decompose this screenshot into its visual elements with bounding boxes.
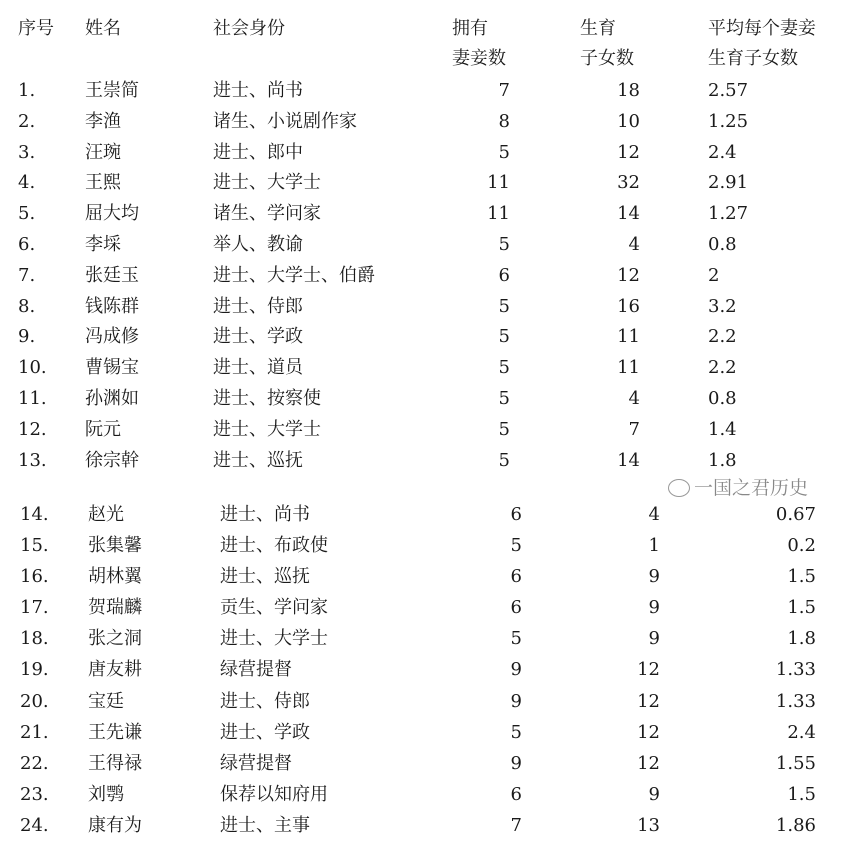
cell-wives: 9 — [510, 659, 522, 681]
cell-children: 32 — [617, 172, 640, 194]
cell-wives: 7 — [498, 80, 510, 101]
cell-children: 4 — [628, 387, 640, 409]
cell-identity: 进士、学政 — [220, 721, 310, 743]
cell-seq: 8. — [18, 295, 36, 317]
header-identity: 社会身份 — [213, 18, 285, 39]
cell-children: 1 — [648, 535, 660, 557]
cell-identity: 进士、道员 — [213, 357, 303, 379]
cell-children: 9 — [648, 783, 660, 805]
header-children-2: 子女数 — [580, 48, 634, 69]
cell-wives: 5 — [498, 449, 510, 471]
cell-identity: 进士、巡抚 — [213, 449, 303, 471]
cell-name: 赵光 — [88, 504, 124, 525]
cell-seq: 1. — [18, 80, 36, 101]
cell-avg: 0.8 — [708, 387, 737, 409]
table-row — [0, 686, 844, 717]
cell-seq: 21. — [20, 721, 49, 743]
cell-seq: 3. — [18, 141, 36, 163]
cell-wives: 5 — [510, 628, 522, 650]
cell-wives: 7 — [510, 814, 522, 836]
cell-children: 9 — [648, 597, 660, 619]
cell-name: 冯成修 — [85, 326, 139, 348]
cell-children: 4 — [628, 233, 640, 255]
cell-children: 9 — [648, 566, 660, 588]
cell-seq: 17. — [20, 597, 49, 619]
header-wives-2: 妻妾数 — [452, 48, 506, 69]
cell-avg: 3.2 — [708, 295, 737, 317]
cell-wives: 5 — [498, 295, 510, 317]
cell-identity: 进士、大学士 — [213, 418, 321, 440]
cell-avg: 1.33 — [775, 690, 816, 712]
table-row — [0, 292, 844, 323]
cell-identity: 进士、布政使 — [220, 535, 328, 557]
cell-avg: 0.2 — [787, 535, 816, 557]
cell-name: 王熙 — [85, 172, 121, 194]
cell-seq: 6. — [18, 233, 36, 255]
cell-identity: 进士、学政 — [213, 326, 303, 348]
table-body-part-1 — [0, 76, 844, 476]
cell-identity: 举人、教谕 — [213, 233, 303, 255]
cell-identity: 进士、郎中 — [213, 141, 303, 163]
table-row — [0, 107, 844, 138]
cell-wives: 5 — [498, 387, 510, 409]
cell-identity: 进士、侍郎 — [220, 690, 310, 712]
cell-seq: 4. — [18, 172, 36, 194]
header-children-1: 生育 — [580, 18, 616, 39]
cell-seq: 19. — [20, 659, 49, 681]
header-wives-1: 拥有 — [452, 18, 488, 39]
cell-name: 刘鹗 — [88, 783, 124, 805]
cell-identity: 进士、按察使 — [213, 387, 321, 409]
cell-identity: 进士、尚书 — [220, 504, 310, 525]
cell-children: 12 — [637, 752, 660, 774]
cell-name: 阮元 — [85, 418, 121, 440]
header-name: 姓名 — [85, 18, 121, 39]
cell-avg: 2.4 — [787, 721, 816, 743]
header-avg-2: 生育子女数 — [708, 48, 798, 69]
cell-wives: 5 — [498, 233, 510, 255]
cell-seq: 16. — [20, 566, 49, 588]
table-row — [0, 353, 844, 384]
table-row — [0, 322, 844, 353]
cell-wives: 9 — [510, 752, 522, 774]
cell-identity: 保荐以知府用 — [220, 783, 328, 805]
cell-children: 12 — [617, 141, 640, 163]
cell-identity: 绿营提督 — [220, 659, 292, 681]
cell-seq: 22. — [20, 752, 49, 774]
table-row — [0, 654, 844, 685]
cell-wives: 5 — [498, 418, 510, 440]
cell-avg: 1.4 — [708, 418, 737, 440]
table-row — [0, 446, 844, 477]
cell-name: 宝廷 — [88, 690, 124, 712]
cell-name: 胡林翼 — [88, 566, 142, 588]
cell-avg: 0.67 — [775, 504, 816, 525]
cell-seq: 10. — [18, 357, 47, 379]
watermark-text: 一国之君历史 — [694, 477, 809, 499]
cell-children: 18 — [617, 80, 640, 101]
cell-name: 李埰 — [85, 233, 121, 255]
cell-avg: 2.2 — [708, 357, 737, 379]
cell-avg: 2.91 — [708, 172, 749, 194]
cell-name: 孙渊如 — [85, 387, 139, 409]
cell-children: 12 — [637, 721, 660, 743]
cell-avg: 2.2 — [708, 326, 737, 348]
cell-children: 12 — [637, 659, 660, 681]
cell-wives: 5 — [498, 357, 510, 379]
cell-seq: 13. — [18, 449, 47, 471]
cell-children: 12 — [637, 690, 660, 712]
cell-avg: 1.5 — [787, 783, 816, 805]
table-row — [0, 261, 844, 292]
cell-name: 王先谦 — [88, 721, 142, 743]
table-row — [0, 779, 844, 810]
table-body-part-2 — [0, 499, 844, 841]
cell-wives: 5 — [510, 721, 522, 743]
cell-name: 张集馨 — [88, 535, 142, 557]
cell-wives: 11 — [487, 203, 510, 225]
cell-seq: 7. — [18, 264, 36, 286]
cell-children: 14 — [617, 203, 640, 225]
cell-identity: 绿营提督 — [220, 752, 292, 774]
cell-name: 张廷玉 — [85, 264, 139, 286]
cell-children: 16 — [617, 295, 640, 317]
table-row — [0, 230, 844, 261]
cell-identity: 进士、巡抚 — [220, 566, 310, 588]
header-seq: 序号 — [18, 18, 54, 39]
cell-avg: 1.8 — [787, 628, 816, 650]
cell-identity: 进士、大学士、伯爵 — [213, 264, 375, 286]
cell-seq: 5. — [18, 203, 36, 225]
table-row — [0, 623, 844, 654]
table-row — [0, 530, 844, 561]
cell-avg: 2 — [708, 264, 720, 286]
cell-name: 曹锡宝 — [85, 357, 139, 379]
cell-name: 康有为 — [88, 814, 142, 836]
cell-seq: 20. — [20, 690, 49, 712]
cell-name: 王得禄 — [88, 752, 142, 774]
cell-avg: 1.25 — [708, 110, 749, 132]
wechat-icon — [668, 479, 690, 497]
cell-name: 张之洞 — [88, 628, 142, 650]
cell-seq: 9. — [18, 326, 36, 348]
cell-avg: 2.57 — [708, 80, 749, 101]
cell-wives: 8 — [498, 110, 510, 132]
cell-avg: 1.86 — [775, 814, 816, 836]
table-row — [0, 199, 844, 230]
cell-seq: 24. — [20, 814, 49, 836]
cell-name: 钱陈群 — [85, 295, 139, 317]
cell-identity: 进士、尚书 — [213, 80, 303, 101]
cell-avg: 1.8 — [708, 449, 737, 471]
cell-seq: 15. — [20, 535, 49, 557]
cell-seq: 18. — [20, 628, 49, 650]
cell-name: 屈大均 — [85, 203, 139, 225]
cell-name: 王崇简 — [85, 80, 139, 101]
cell-children: 4 — [648, 504, 660, 525]
cell-identity: 贡生、学问家 — [220, 597, 328, 619]
cell-children: 10 — [617, 110, 640, 132]
cell-children: 14 — [617, 449, 640, 471]
cell-wives: 6 — [510, 504, 522, 525]
cell-avg: 1.33 — [775, 659, 816, 681]
cell-seq: 11. — [18, 387, 47, 409]
table-row — [0, 561, 844, 592]
cell-identity: 进士、侍郎 — [213, 295, 303, 317]
cell-wives: 11 — [487, 172, 510, 194]
cell-wives: 6 — [510, 597, 522, 619]
cell-name: 贺瑞麟 — [88, 597, 142, 619]
table-row — [0, 76, 844, 107]
cell-identity: 诸生、学问家 — [213, 203, 321, 225]
cell-avg: 1.5 — [787, 597, 816, 619]
cell-avg: 1.55 — [775, 752, 816, 774]
cell-name: 李渔 — [85, 110, 121, 132]
cell-name: 唐友耕 — [88, 659, 142, 681]
cell-wives: 5 — [510, 535, 522, 557]
header-avg-1: 平均每个妻妾 — [708, 18, 816, 39]
cell-identity: 进士、大学士 — [220, 628, 328, 650]
cell-identity: 进士、主事 — [220, 814, 310, 836]
cell-children: 7 — [628, 418, 640, 440]
cell-wives: 5 — [498, 326, 510, 348]
cell-identity: 进士、大学士 — [213, 172, 321, 194]
watermark — [668, 477, 808, 499]
cell-avg: 2.4 — [708, 141, 737, 163]
cell-children: 11 — [617, 357, 640, 379]
cell-avg: 1.27 — [708, 203, 749, 225]
cell-wives: 6 — [510, 566, 522, 588]
table-row — [0, 717, 844, 748]
cell-name: 徐宗幹 — [85, 449, 139, 471]
cell-wives: 6 — [510, 783, 522, 805]
table-row — [0, 748, 844, 779]
cell-children: 9 — [648, 628, 660, 650]
cell-children: 13 — [637, 814, 660, 836]
table-row — [0, 592, 844, 623]
cell-seq: 23. — [20, 783, 49, 805]
cell-seq: 12. — [18, 418, 47, 440]
table-row — [0, 138, 844, 169]
table-row — [0, 810, 844, 841]
cell-avg: 0.8 — [708, 233, 737, 255]
table-row — [0, 384, 844, 415]
table-row — [0, 499, 844, 530]
cell-wives: 6 — [498, 264, 510, 286]
table-row — [0, 168, 844, 199]
cell-seq: 2. — [18, 110, 36, 132]
cell-identity: 诸生、小说剧作家 — [213, 110, 357, 132]
cell-children: 11 — [617, 326, 640, 348]
cell-avg: 1.5 — [787, 566, 816, 588]
cell-wives: 9 — [510, 690, 522, 712]
cell-name: 汪琬 — [85, 141, 121, 163]
table-row — [0, 415, 844, 446]
cell-children: 12 — [617, 264, 640, 286]
cell-wives: 5 — [498, 141, 510, 163]
cell-seq: 14. — [20, 504, 49, 525]
